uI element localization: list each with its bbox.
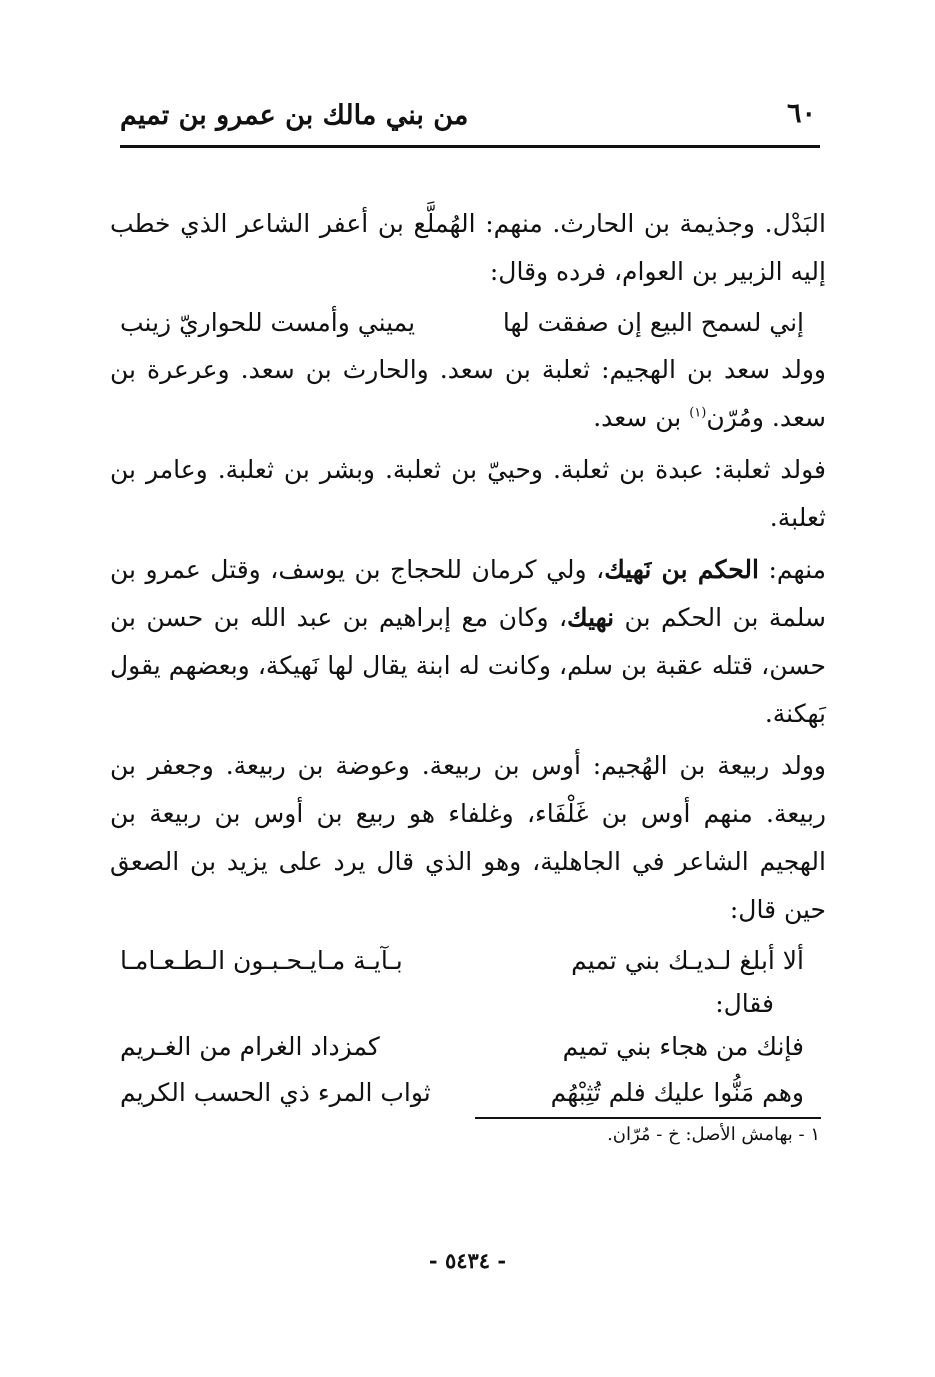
verse-2-second-hemistich: بـآيـة مـايـحـبـون الـطـعـامـا xyxy=(120,946,403,975)
paragraph-4-name-bold: الحكم بن نَهيك xyxy=(604,555,759,584)
paragraph-1: البَدْل. وجذيمة بن الحارث. منهم: الهُملَّع بن أعفر الشاعر الذي خطب إليه الزبير بن العوام، فرده وقال: xyxy=(110,209,826,286)
paragraph-2-tail: بن سعد. xyxy=(593,403,690,432)
paragraph-4-part-a: منهم: xyxy=(758,555,827,584)
paragraph-2-text: وولد سعد بن الهجيم: ثعلبة بن سعد. والحارث بن سعد. وعرعرة بن سعد. ومُرّن xyxy=(110,355,826,432)
verse-1-second-hemistich: يميني وأمست للحواريّ زينب xyxy=(120,308,416,337)
verse-2-first-hemistich: ألا أبلغ لـديـك بني تميم xyxy=(571,946,804,975)
paragraph-2 xyxy=(110,346,826,442)
verse-intro: فقال: xyxy=(715,989,774,1018)
body-text xyxy=(110,200,826,1116)
verse-4-first-hemistich: وهم مَنُّوا عليك فلم تُثِبْهُم xyxy=(550,1078,804,1107)
paragraph-4-part-e: ، وكان مع إبراهيم بن عبد الله بن حسن بن حسن، قتله عقبة بن سلم، وكانت له ابنة يقال لها نَهيكة، وبعضهم يقول بَهكنة. xyxy=(110,603,826,728)
verse-3 xyxy=(110,1024,826,1070)
paragraph-4-name-bold-2: نهيك xyxy=(567,603,615,632)
header-rule xyxy=(120,145,820,148)
verse-3-second-hemistich: كمزداد الغرام من الغـريم xyxy=(120,1032,380,1061)
paragraph-3: فولد ثعلبة: عبدة بن ثعلبة. وحييّ بن ثعلبة. وبشر بن ثعلبة. وعامر بن ثعلبة. xyxy=(110,455,826,532)
footnote-marker: (١) xyxy=(689,405,707,421)
paragraph-4 xyxy=(110,546,826,738)
verse-4 xyxy=(110,1070,826,1116)
verse-1 xyxy=(110,300,826,346)
running-header xyxy=(120,98,820,144)
paragraph-5: وولد ربيعة بن الهُجيم: أوس بن ربيعة. وعوضة بن ربيعة. وجعفر بن ربيعة. منهم أوس بن غَلْفَاء، وغلفاء هو ربيع بن أوس بن ربيعة بن الهجيم الشاعر في الجاهلية، وهو الذي قال يرد على يزيد بن الصعق حين قال: xyxy=(110,751,826,924)
verse-3-first-hemistich: فإنك من هجاء بني تميم xyxy=(562,1032,804,1061)
footnote: ١ - بهامش الأصل: خ - مُرّان. xyxy=(607,1124,820,1145)
folio-number: - ٥٤٣٤ - xyxy=(428,1248,507,1273)
verse-4-second-hemistich: ثواب المرء ذي الحسب الكريم xyxy=(120,1078,431,1107)
verse-2 xyxy=(110,938,826,984)
page-number: ٦٠ xyxy=(786,98,816,129)
header-title: من بني مالك بن عمرو بن تميم xyxy=(120,100,469,131)
paragraph-4-part-c: ، ولي كرمان للحجاج بن يوسف، وقتل عمرو بن سلمة بن الحكم بن xyxy=(110,555,826,632)
footnote-rule xyxy=(475,1117,821,1119)
verse-1-first-hemistich: إني لسمح البيع إن صفقت لها xyxy=(502,308,804,337)
